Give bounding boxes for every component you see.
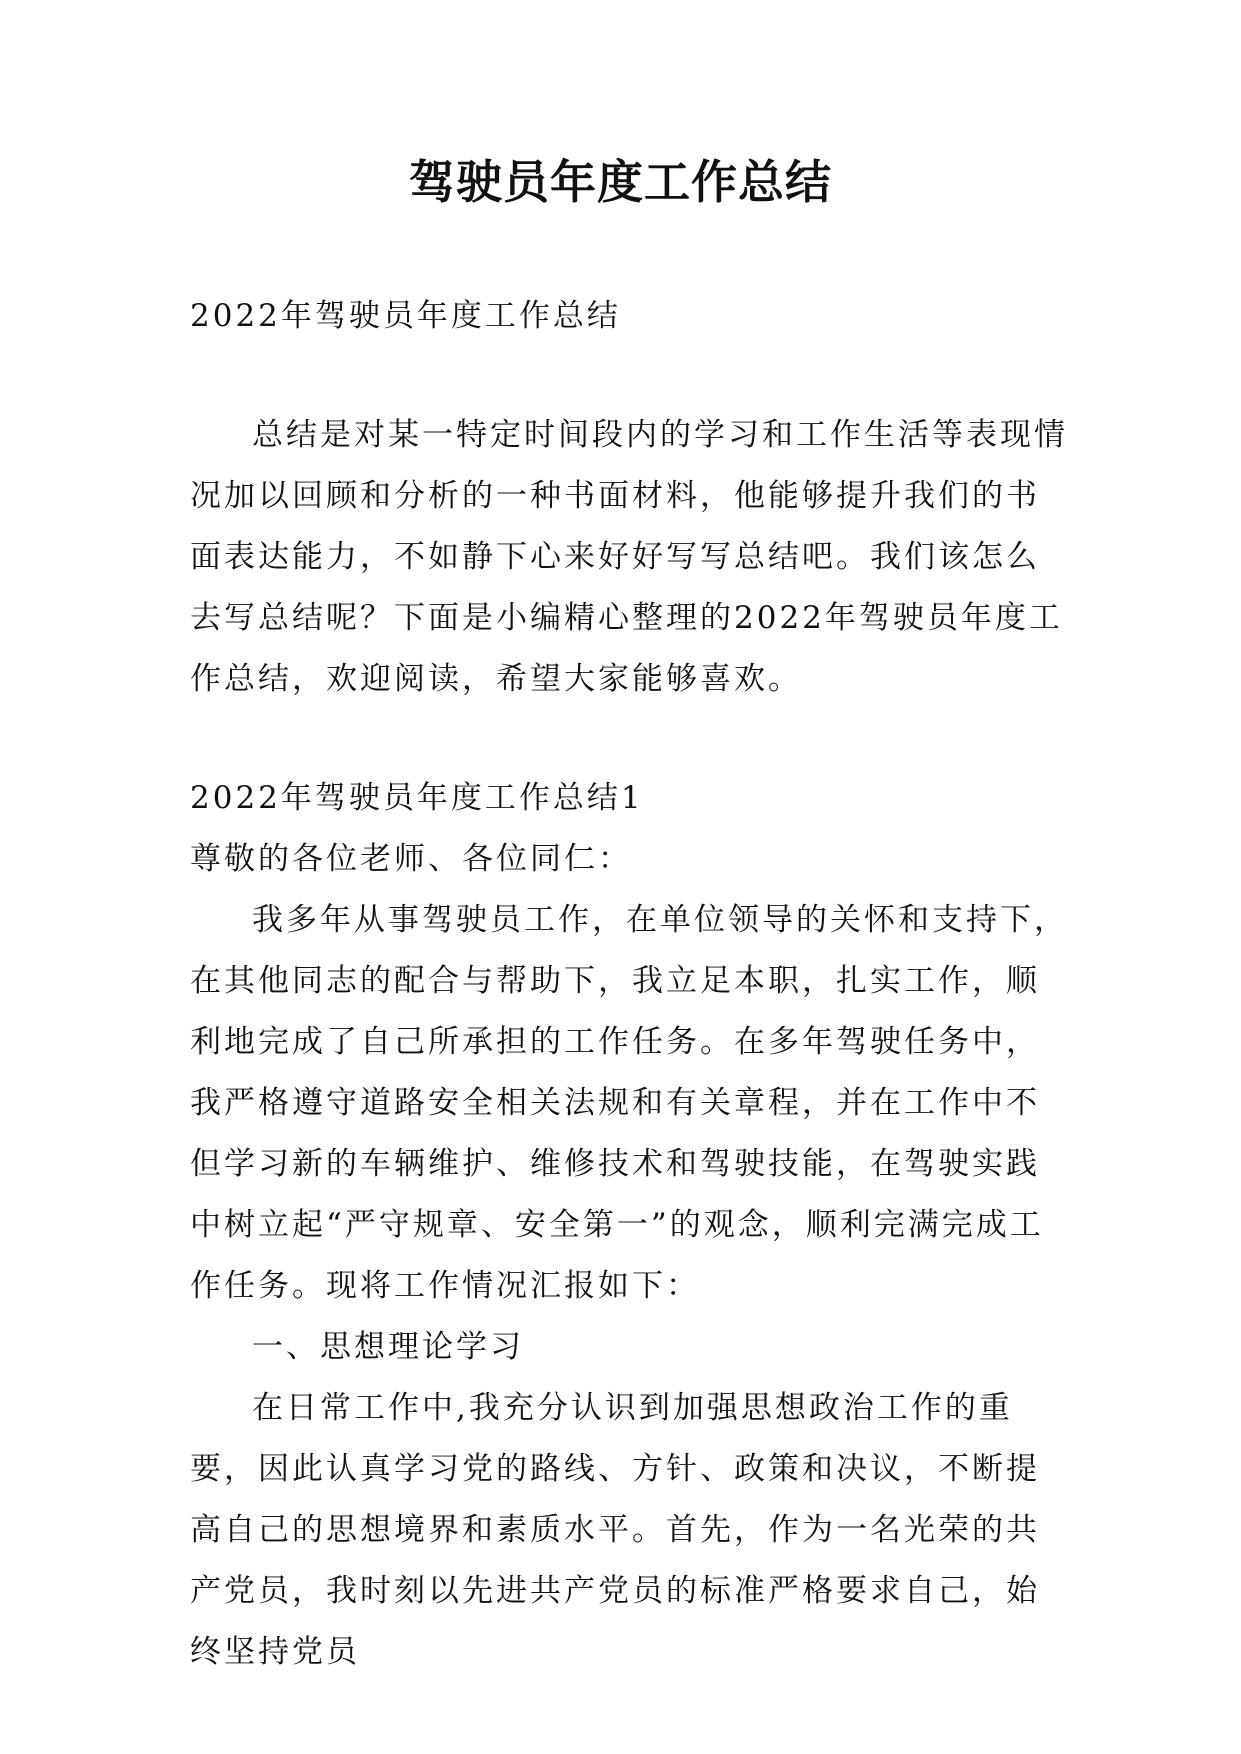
salutation: 尊敬的各位老师、各位同仁： [190, 841, 632, 877]
subheading-1: 一、思想理论学习 [252, 1329, 524, 1365]
intro-paragraph: 总结是对某一特定时间段内的学习和工作生活等表现情况加以回顾和分析的一种书面材料，他能够提升我们的书面表达能力，不如静下心来好好写写总结吧。我们该怎么去写总结呢？下面是小编精心整理的2022年驾驶员年度工作总结，欢迎阅读，希望大家能够喜欢。 [190, 417, 1068, 697]
section-heading: 2022年驾驶员年度工作总结1 [190, 780, 644, 816]
body-paragraph-1: 我多年从事驾驶员工作，在单位领导的关怀和支持下，在其他同志的配合与帮助下，我立足本职，扎实工作，顺利地完成了自己所承担的工作任务。在多年驾驶任务中，我严格遵守道路安全相关法规和有关章程，并在工作中不但学习新的车辆维护、维修技术和驾驶技能，在驾驶实践中树立起“严守规章、安全第一”的观念，顺利完满完成工作任务。现将工作情况汇报如下： [190, 902, 1068, 1304]
document-body [190, 286, 1070, 1683]
document-subtitle: 2022年驾驶员年度工作总结 [190, 298, 621, 334]
document-title: 驾驶员年度工作总结 [409, 155, 832, 209]
body-paragraph-2: 在日常工作中,我充分认识到加强思想政治工作的重要，因此认真学习党的路线、方针、政策和决议，不断提高自己的思想境界和素质水平。首先，作为一名光荣的共产党员，我时刻以先进共产党员的标准严格要求自己，始终坚持党员 [190, 1390, 1040, 1670]
